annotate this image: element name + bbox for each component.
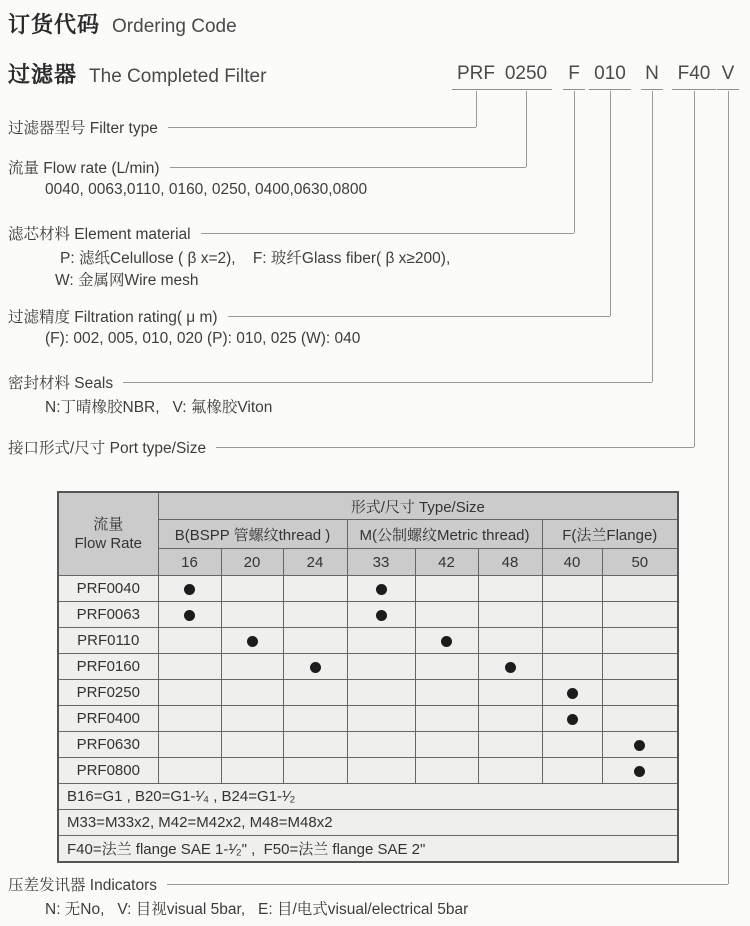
indicators-row — [8, 875, 728, 893]
section-title-zh: 订货代码 — [8, 12, 101, 37]
leader-line — [123, 382, 652, 383]
table-row — [58, 706, 678, 732]
availability-cell — [542, 732, 602, 758]
ordering-table — [57, 491, 679, 863]
availability-dot — [310, 662, 321, 673]
leader-line — [216, 447, 694, 448]
table-row — [58, 576, 678, 602]
availability-cell — [478, 628, 542, 654]
seals-values: N:丁晴橡胶NBR, V: 氟橡胶Viton — [45, 399, 273, 416]
availability-cell — [542, 680, 602, 706]
availability-dot — [634, 766, 645, 777]
subsection-title-en: The Completed Filter — [89, 66, 267, 87]
availability-cell — [283, 602, 347, 628]
thread-group-header: F(法兰Flange) — [542, 520, 678, 549]
code-drop-line — [574, 91, 575, 233]
availability-cell — [347, 758, 415, 784]
element-material-options-2: W: 金属网Wire mesh — [55, 272, 199, 289]
port-type-row — [8, 438, 694, 456]
code-segment-0250: 0250 — [500, 62, 552, 90]
code-drop-line — [610, 91, 611, 316]
availability-cell — [347, 732, 415, 758]
table-row — [58, 732, 678, 758]
size-header: 33 — [347, 549, 415, 576]
availability-cell — [221, 758, 283, 784]
code-segment-010: 010 — [589, 62, 631, 90]
availability-cell — [347, 628, 415, 654]
size-header: 20 — [221, 549, 283, 576]
availability-cell — [415, 628, 478, 654]
availability-cell — [283, 628, 347, 654]
model-cell: PRF0630 — [58, 732, 158, 758]
leader-line — [170, 167, 526, 168]
availability-cell — [158, 680, 221, 706]
code-segment-v: V — [717, 62, 739, 90]
code-segment-prf: PRF — [452, 62, 500, 90]
availability-cell — [283, 758, 347, 784]
flow-rate-row — [8, 158, 526, 176]
note-row — [58, 784, 678, 810]
availability-dot — [376, 584, 387, 595]
availability-cell — [478, 680, 542, 706]
availability-cell — [478, 576, 542, 602]
model-cell: PRF0800 — [58, 758, 158, 784]
availability-cell — [602, 758, 678, 784]
filter-type-label: 过滤器型号 Filter type — [8, 120, 158, 137]
model-cell: PRF0250 — [58, 680, 158, 706]
element-material-options-1: P: 滤纸Celullose ( β x=2), F: 玻纤Glass fiber( β x≥200), — [60, 250, 451, 267]
availability-cell — [602, 576, 678, 602]
availability-cell — [347, 680, 415, 706]
code-segment-f40: F40 — [672, 62, 716, 90]
availability-cell — [158, 654, 221, 680]
availability-cell — [478, 758, 542, 784]
code-segment-f: F — [563, 62, 585, 90]
availability-cell — [347, 576, 415, 602]
thread-group-header: M(公制螺纹Metric thread) — [347, 520, 542, 549]
flow-rate-header: 流量 Flow Rate — [58, 492, 158, 576]
availability-cell — [158, 628, 221, 654]
flow-rate-values: 0040, 0063,0110, 0160, 0250, 0400,0630,0800 — [45, 181, 368, 198]
availability-cell — [602, 680, 678, 706]
availability-cell — [415, 706, 478, 732]
size-header: 48 — [478, 549, 542, 576]
availability-dot — [567, 688, 578, 699]
availability-dot — [247, 636, 258, 647]
availability-cell — [158, 706, 221, 732]
availability-cell — [542, 654, 602, 680]
element-material-row — [8, 224, 574, 242]
model-cell: PRF0160 — [58, 654, 158, 680]
availability-cell — [478, 732, 542, 758]
availability-cell — [221, 654, 283, 680]
seals-row — [8, 373, 652, 391]
section-title-en: Ordering Code — [112, 16, 237, 37]
indicators-label: 压差发讯器 Indicators — [8, 877, 158, 894]
table-row — [58, 758, 678, 784]
model-cell: PRF0040 — [58, 576, 158, 602]
port-type-label: 接口形式/尺寸 Port type/Size — [8, 440, 207, 457]
availability-cell — [542, 602, 602, 628]
subsection-title-zh: 过滤器 — [8, 62, 78, 87]
availability-dot — [184, 584, 195, 595]
availability-cell — [602, 602, 678, 628]
availability-cell — [347, 602, 415, 628]
seals-label: 密封材料 Seals — [8, 375, 114, 392]
availability-cell — [415, 602, 478, 628]
availability-cell — [602, 706, 678, 732]
availability-cell — [415, 732, 478, 758]
filtration-rating-values: (F): 002, 005, 010, 020 (P): 010, 025 (W): 040 — [45, 330, 361, 347]
model-cell: PRF0063 — [58, 602, 158, 628]
availability-cell — [283, 680, 347, 706]
availability-dot — [505, 662, 516, 673]
availability-cell — [221, 732, 283, 758]
availability-cell — [415, 576, 478, 602]
code-drop-line — [652, 91, 653, 382]
availability-cell — [478, 602, 542, 628]
availability-cell — [478, 654, 542, 680]
section-title — [8, 8, 237, 39]
subsection-title — [8, 58, 266, 89]
leader-line — [201, 233, 574, 234]
availability-cell — [602, 732, 678, 758]
availability-cell — [158, 758, 221, 784]
availability-cell — [415, 680, 478, 706]
note-cell: M33=M33x2, M42=M42x2, M48=M48x2 — [58, 810, 678, 836]
availability-cell — [221, 706, 283, 732]
code-segment-n: N — [641, 62, 663, 90]
code-drop-line — [526, 91, 527, 167]
availability-dot — [184, 610, 195, 621]
note-cell: B16=G1 , B20=G1-¹⁄₄ , B24=G1-¹⁄₂ — [58, 784, 678, 810]
size-header: 40 — [542, 549, 602, 576]
code-drop-line — [728, 91, 729, 884]
availability-cell — [602, 654, 678, 680]
availability-dot — [441, 636, 452, 647]
code-drop-line — [476, 91, 477, 127]
filtration-rating-row — [8, 307, 610, 325]
code-drop-line — [694, 91, 695, 447]
note-row — [58, 836, 678, 863]
table-row — [58, 654, 678, 680]
element-material-label: 滤芯材料 Element material — [8, 226, 191, 243]
availability-cell — [542, 758, 602, 784]
availability-cell — [415, 758, 478, 784]
filtration-rating-label: 过滤精度 Filtration rating( μ m) — [8, 309, 218, 326]
availability-cell — [602, 628, 678, 654]
availability-cell — [283, 706, 347, 732]
table-row — [58, 628, 678, 654]
availability-cell — [221, 576, 283, 602]
availability-dot — [376, 610, 387, 621]
availability-dot — [634, 740, 645, 751]
availability-cell — [542, 706, 602, 732]
type-size-header: 形式/尺寸 Type/Size — [158, 492, 678, 520]
leader-line — [167, 884, 728, 885]
availability-dot — [567, 714, 578, 725]
note-cell: F40=法兰 flange SAE 1-¹⁄₂" , F50=法兰 flange SAE 2" — [58, 836, 678, 863]
availability-cell — [158, 576, 221, 602]
table-row — [58, 680, 678, 706]
size-header: 50 — [602, 549, 678, 576]
filter-type-row — [8, 118, 476, 136]
leader-line — [228, 316, 610, 317]
availability-cell — [158, 732, 221, 758]
availability-cell — [221, 628, 283, 654]
size-header: 42 — [415, 549, 478, 576]
availability-cell — [542, 576, 602, 602]
size-header: 16 — [158, 549, 221, 576]
availability-cell — [283, 576, 347, 602]
availability-cell — [221, 680, 283, 706]
availability-cell — [221, 602, 283, 628]
availability-cell — [283, 732, 347, 758]
availability-cell — [158, 602, 221, 628]
availability-cell — [415, 654, 478, 680]
availability-cell — [283, 654, 347, 680]
model-cell: PRF0110 — [58, 628, 158, 654]
table-row — [58, 602, 678, 628]
flow-rate-label: 流量 Flow rate (L/min) — [8, 160, 160, 177]
thread-group-header: B(BSPP 管螺纹thread ) — [158, 520, 347, 549]
indicators-values: N: 无No, V: 目视visual 5bar, E: 目/电式visual/electrical 5bar — [45, 901, 469, 918]
availability-cell — [347, 706, 415, 732]
availability-cell — [347, 654, 415, 680]
size-header: 24 — [283, 549, 347, 576]
model-cell: PRF0400 — [58, 706, 158, 732]
availability-cell — [478, 706, 542, 732]
leader-line — [168, 127, 476, 128]
note-row — [58, 810, 678, 836]
availability-cell — [542, 628, 602, 654]
